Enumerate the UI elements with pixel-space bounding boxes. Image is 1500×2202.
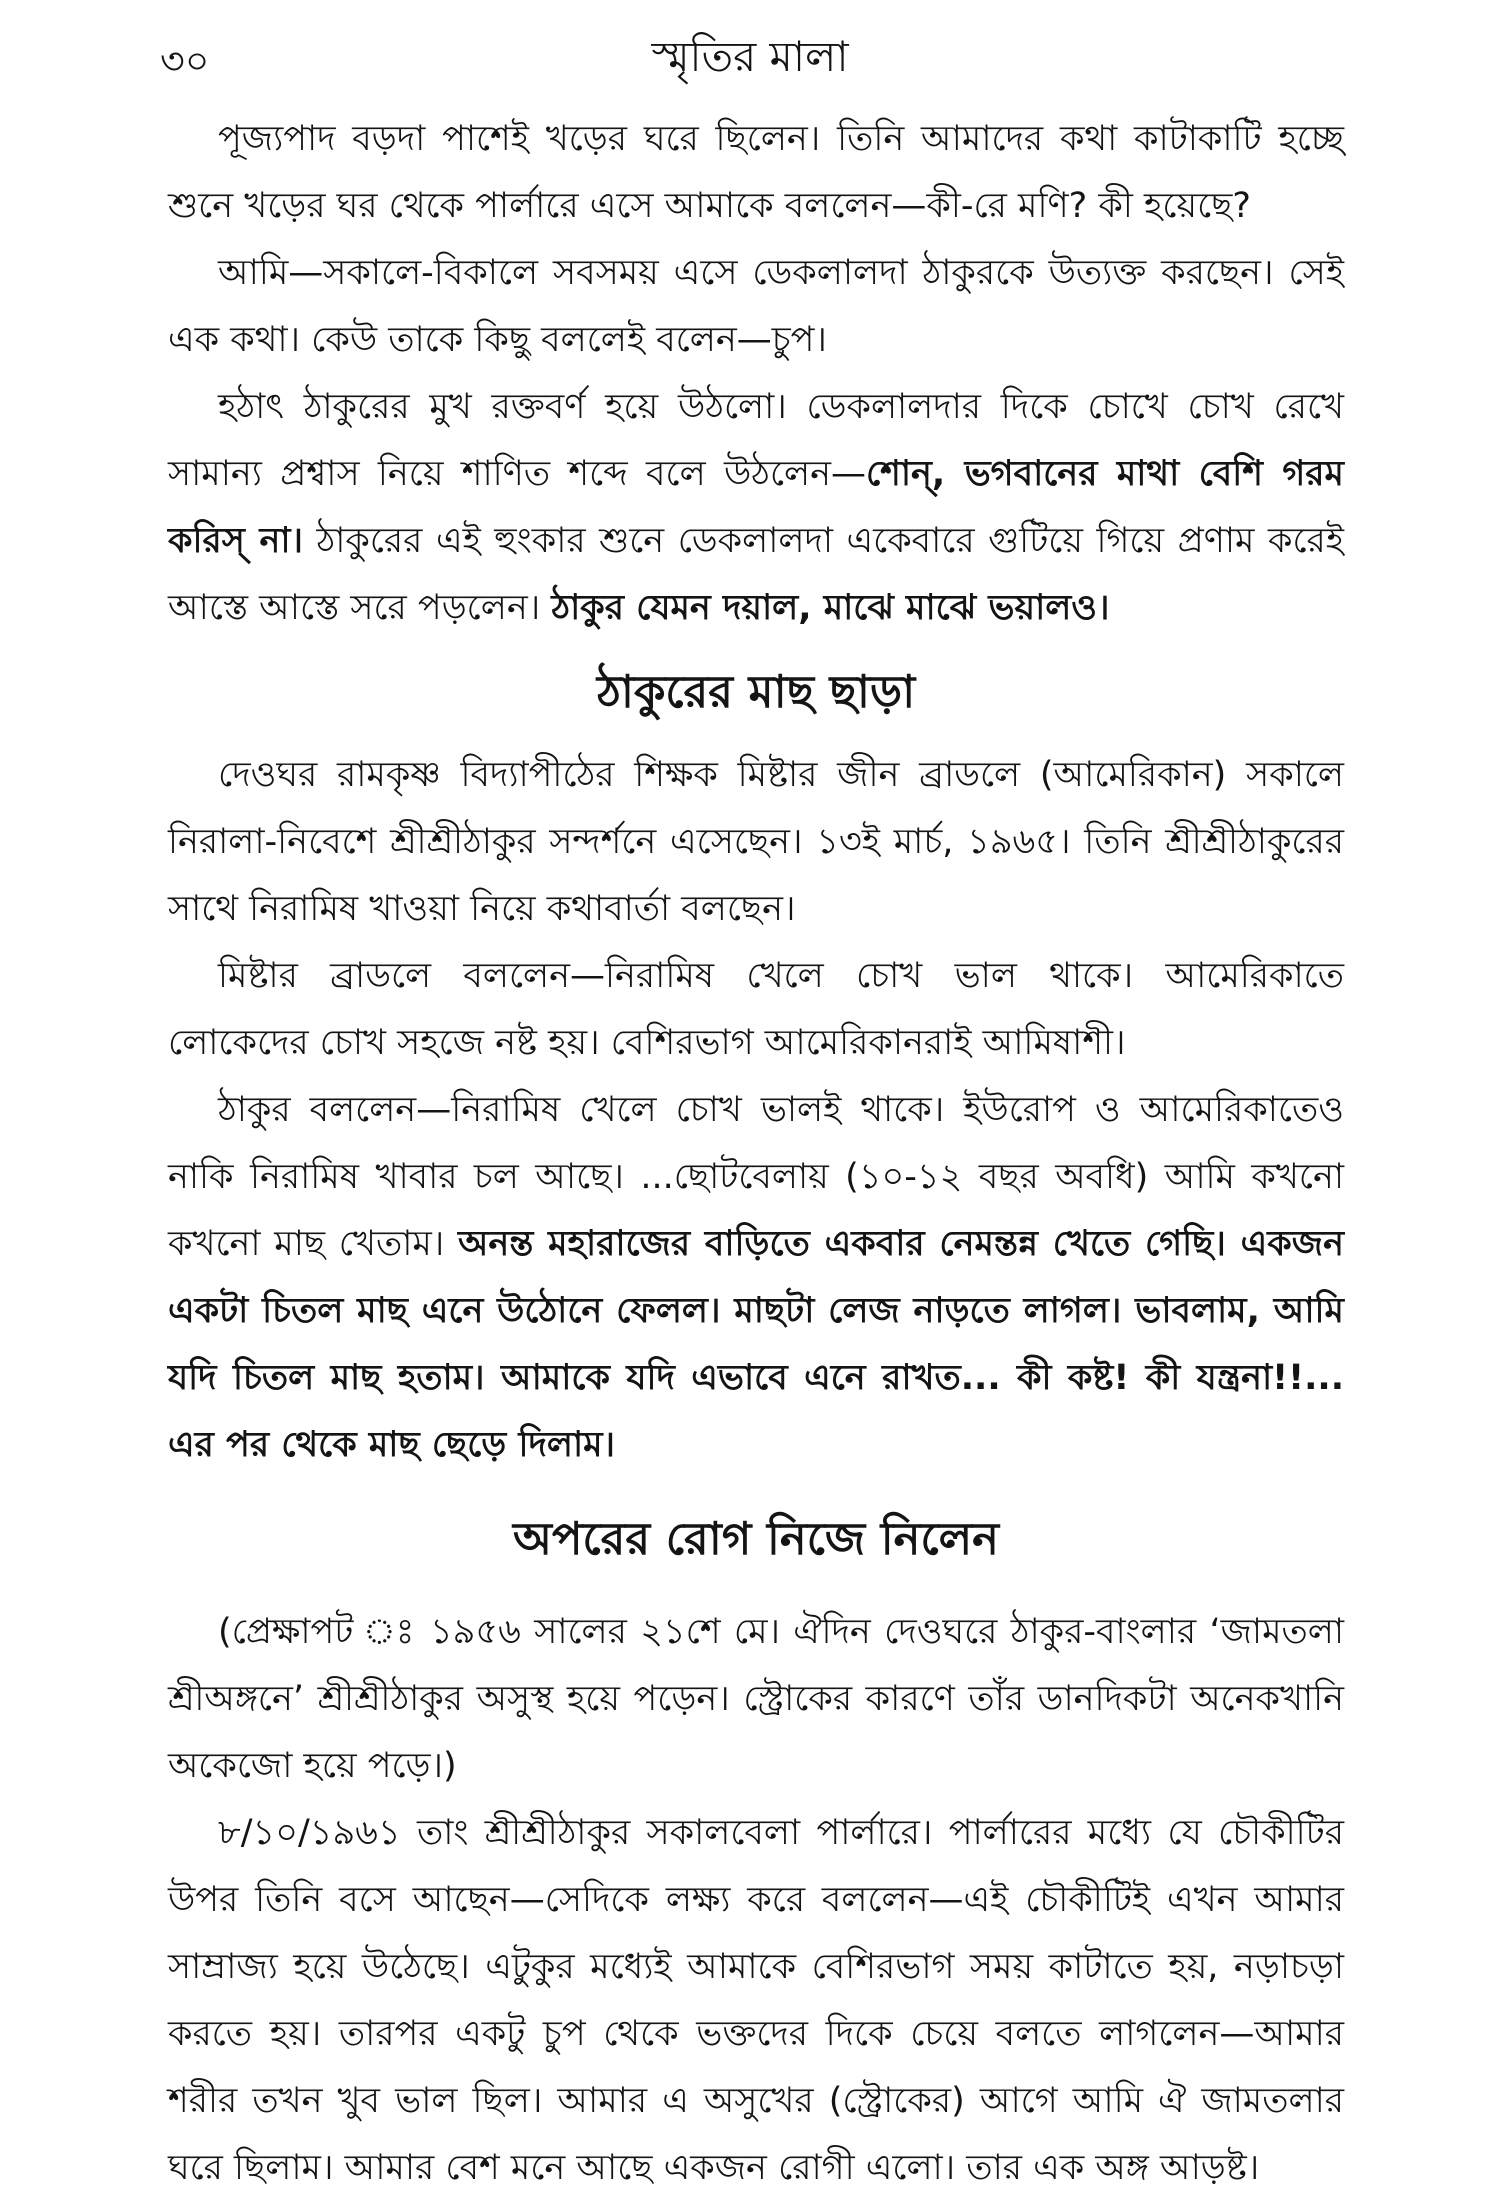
paragraph: মিষ্টার ব্রাডলে বললেন—নিরামিষ খেলে চোখ ভাল থাকে। আমেরিকাতে লোকেদের চোখ সহজে নষ্ট হয়। বেশিরভাগ আমেরিকানরাই আমিষাশী।: [168, 956, 1344, 1063]
paragraph: (প্রেক্ষাপট ঃ ১৯৫৬ সালের ২১শে মে। ঐদিন দেওঘরে ঠাকুর-বাংলার ‘জামতলা শ্রীঅঙ্গনে’ শ্রীশ্রীঠাকুর অসুস্থ হয়ে পড়েন। স্ট্রোকের কারণে তাঁর ডানদিকটা অনেকখানি অকেজো হয়ে পড়ে।): [168, 1612, 1344, 1786]
paragraph: ৮/১০/১৯৬১ তাং শ্রীশ্রীঠাকুর সকালবেলা পার্লারে। পার্লারের মধ্যে যে চৌকীটির উপর তিনি বসে আছেন—সেদিকে লক্ষ্য করে বললেন—এই চৌকীটিই এখন আমার সাম্রাজ্য হয়ে উঠেছে। এটুকুর মধ্যেই আমাকে বেশিরভাগ সময় কাটাতে হয়, নড়াচড়া করতে হয়। তারপর একটু চুপ থেকে ভক্তদের দিকে চেয়ে বলতে লাগলেন—আমার শরীর তখন খুব ভাল ছিল। আমার এ অসুখের (স্ট্রোকের) আগে আমি ঐ জামতলার ঘরে ছিলাম। আমার বেশ মনে আছে একজন রোগী এলো। তার এক অঙ্গ আড়ষ্ট।: [168, 1813, 1344, 2188]
paragraph-text: হঠাৎ ঠাকুরের মুখ রক্তবর্ণ হয়ে উঠলো। ডেকলালদার দিকে চোখে চোখ রেখে সামান্য প্রশ্বাস নিয়ে শাণিত শব্দে বলে উঠলেন—: [168, 387, 1344, 494]
paragraph: [168, 374, 1344, 642]
paragraph: আমি—সকালে-বিকালে সবসময় এসে ডেকলালদা ঠাকুরকে উত্যক্ত করছেন। সেই এক কথা। কেউ তাকে কিছু বললেই বলেন—চুপ।: [168, 253, 1344, 360]
bold-quote: শোন্, ভগবানের মাথা বেশি গরম করিস্ না।: [168, 454, 1344, 561]
section-heading: অপরের রোগ নিজে নিলেন: [513, 1512, 999, 1565]
bold-quote: ঠাকুর যেমন দয়াল, মাঝে মাঝে ভয়ালও।: [551, 588, 1110, 628]
body-text: [168, 106, 1344, 2202]
page-number: ৩০: [160, 39, 210, 83]
paragraph: দেওঘর রামকৃষ্ণ বিদ্যাপীঠের শিক্ষক মিষ্টার জীন ব্রাডলে (আমেরিকান) সকালে নিরালা-নিবেশে শ্রীশ্রীঠাকুর সন্দর্শনে এসেছেন। ১৩ই মার্চ, ১৯৬৫। তিনি শ্রীশ্রীঠাকুরের সাথে নিরামিষ খাওয়া নিয়ে কথাবার্তা বলছেন।: [168, 755, 1344, 929]
paragraph-text: ঠাকুরের এই হুংকার শুনে ডেকলালদা একেবারে গুটিয়ে গিয়ে প্রণাম করেই আস্তে আস্তে সরে পড়লেন।: [168, 521, 1344, 628]
section-heading: ঠাকুরের মাছ ছাড়া: [596, 665, 916, 718]
paragraph: [168, 1077, 1344, 1479]
running-head: [0, 14, 1500, 84]
bold-quote: অনন্ত মহারাজের বাড়িতে একবার নেমন্তন্ন খেতে গেছি। একজন একটা চিতল মাছ এনে উঠোনে ফেলল। মাছটা লেজ নাড়তে লাগল। ভাবলাম, আমি যদি চিতল মাছ হতাম। আমাকে যদি এভাবে এনে রাখত... কী কষ্ট! কী যন্ত্রনা!!... এর পর থেকে মাছ ছেড়ে দিলাম।: [168, 1224, 1344, 1465]
book-title: স্মৃতির মালা: [651, 32, 849, 81]
paragraph-text: ঠাকুর বললেন—নিরামিষ খেলে চোখ ভালই থাকে। ইউরোপ ও আমেরিকাতেও নাকি নিরামিষ খাবার চল আছে। ...ছোটবেলায় (১০-১২ বছর অবধি) আমি কখনো কখনো মাছ খেতাম।: [168, 1090, 1344, 1264]
paragraph: পূজ্যপাদ বড়দা পাশেই খড়ের ঘরে ছিলেন। তিনি আমাদের কথা কাটাকাটি হচ্ছে শুনে খড়ের ঘর থেকে পার্লারে এসে আমাকে বললেন—কী-রে মণি? কী হয়েছে?: [168, 119, 1344, 226]
